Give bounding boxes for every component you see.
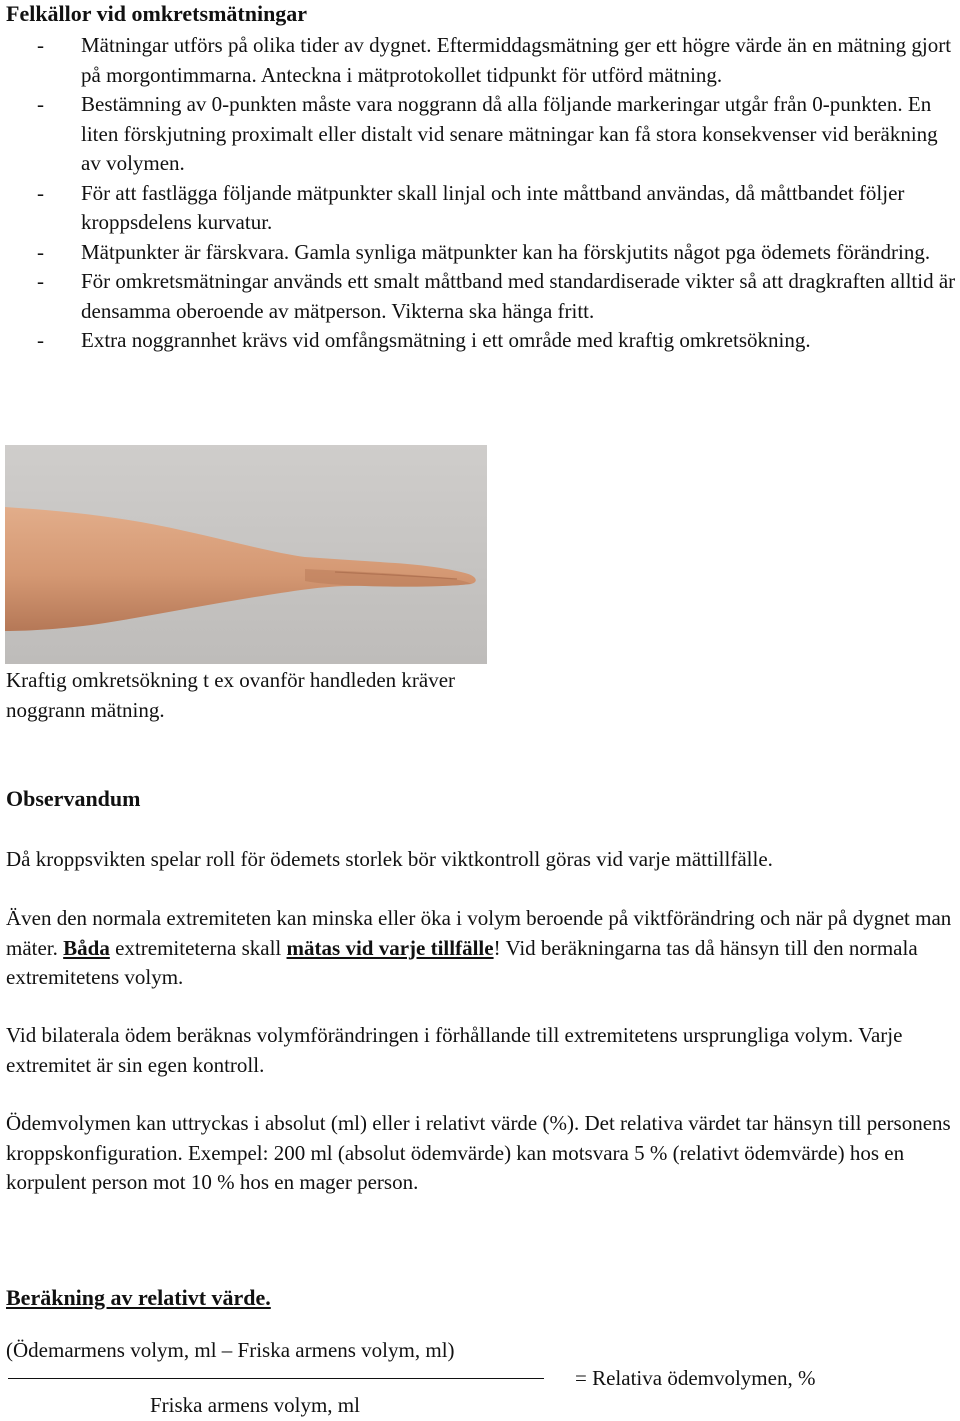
paragraph-normal-extremity: [6, 904, 956, 993]
list-item: [6, 179, 956, 238]
formula-result: = Relativa ödemvolymen, %: [575, 1366, 816, 1390]
emphasis-every-time: mätas vid varje tillfälle: [286, 935, 494, 960]
paragraph-edema-volume: Ödemvolymen kan uttryckas i absolut (ml) eller i relativt värde (%). Det relativa värdet tar hänsyn till personens kroppskonfiguration. Exempel: 200 ml (absolut ödemvärde) kan motsvara 5 % (relativt ödemvärde) hos en korpulent person mot 10 % hos en mager person.: [6, 1111, 951, 1194]
formula-numerator: (Ödemarmens volym, ml – Friska armens volym, ml): [6, 1338, 455, 1362]
bullet-dash: -: [37, 328, 44, 352]
paragraph-weight: Då kroppsvikten spelar roll för ödemets storlek bör viktkontroll göras vid varje mättillfälle.: [6, 847, 773, 871]
list-item-text: Mätpunkter är färskvara. Gamla synliga mätpunkter kan ha förskjutits något pga ödemets förändring.: [81, 239, 931, 264]
forearm-photo: [5, 445, 487, 664]
forearm-illustration: [5, 445, 487, 664]
bullet-dash: -: [37, 269, 44, 293]
paragraph-bilateral: Vid bilaterala ödem beräknas volymförändringen i förhållande till extremitetens ursprungliga volym. Varje extremitet är sin egen kontroll.: [6, 1023, 903, 1077]
bullet-dash: -: [37, 33, 44, 57]
section-title-calculation: Beräkning av relativt värde.: [6, 1285, 271, 1310]
list-item-text: Bestämning av 0-punkten måste vara noggrann då alla följande markeringar utgår från 0-punkten. En liten förskjutning proximalt eller distalt vid senare mätningar kan få stora konsekvenser vid beräkning av volymen.: [81, 92, 938, 175]
list-item: [6, 90, 956, 179]
emphasis-both: Båda: [63, 935, 110, 960]
list-item-text: För att fastlägga följande mätpunkter skall linjal och inte måttband användas, då måttbandet följer kroppsdelens kurvatur.: [81, 180, 905, 234]
bullet-dash: -: [37, 180, 44, 205]
section-title-error-sources: Felkällor vid omkretsmätningar: [6, 1, 308, 26]
photo-caption: Kraftig omkretsökning t ex ovanför handleden kräver noggrann mätning.: [6, 668, 456, 722]
paragraph-text: extremiteterna skall: [109, 935, 287, 960]
fraction-line: [8, 1378, 544, 1379]
bullet-dash: -: [37, 92, 44, 116]
list-item: [6, 326, 956, 356]
bullet-dash: -: [37, 239, 44, 264]
list-item-text: För omkretsmätningar används ett smalt måttband med standardiserade vikter så att dragkraften alltid är densamma oberoende av mätperson. Vikterna ska hänga fritt.: [81, 269, 956, 323]
paragraph-text: ! Vid beräkningarna tas då hänsyn till den normala extremitetens volym.: [6, 935, 918, 989]
formula-denominator: Friska armens volym, ml: [150, 1393, 360, 1417]
error-sources-list: [6, 31, 956, 356]
list-item-text: Mätningar utförs på olika tider av dygnet. Eftermiddagsmätning ger ett högre värde än en mätning gjort på morgontimmarna. Anteckna i mätprotokollet tidpunkt för utförd mätning.: [81, 33, 952, 87]
paragraph-text: Även den normala extremiteten kan minska eller öka i volym beroende på viktförändring och när på dygnet man mäter.: [6, 906, 952, 960]
list-item: [6, 267, 956, 326]
list-item: [6, 238, 956, 268]
list-item: [6, 31, 956, 90]
list-item-text: Extra noggrannhet krävs vid omfångsmätning i ett område med kraftig omkretsökning.: [81, 328, 811, 352]
section-title-observandum: Observandum: [6, 786, 141, 811]
